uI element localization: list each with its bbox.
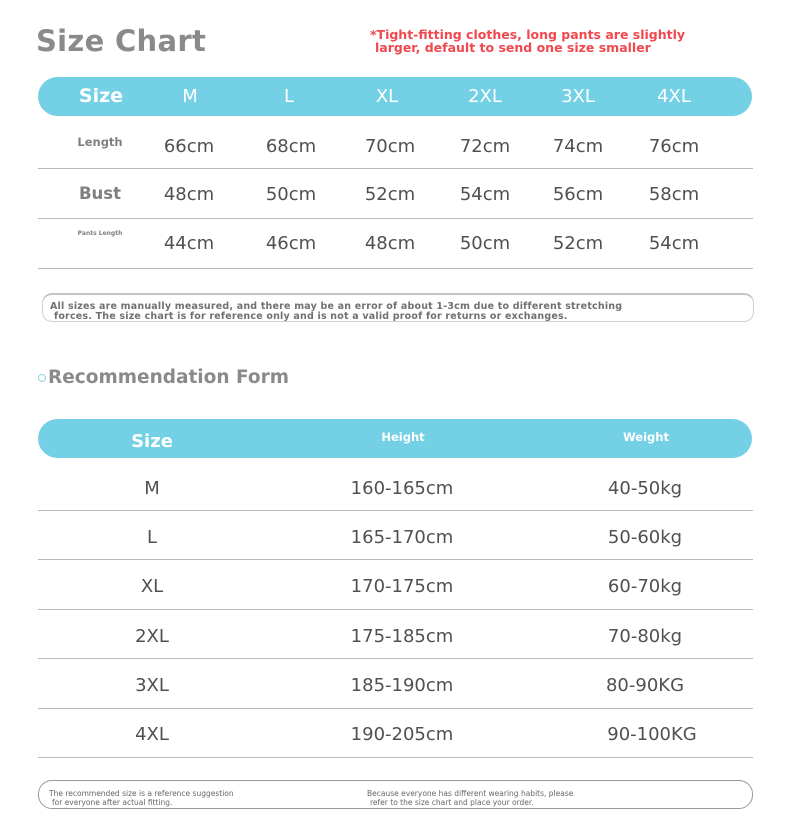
footer-left-line-2: for everyone after actual fitting. (52, 798, 173, 807)
disclaimer-text (50, 302, 622, 322)
footer-right-line-2: refer to the size chart and place your order. (370, 798, 534, 807)
table-row (38, 709, 753, 758)
length-l: 68cm (265, 136, 317, 157)
table-row (38, 511, 753, 560)
rec-header-size: Size (131, 431, 173, 452)
length-m: 66cm (163, 136, 215, 157)
pants-length-l: 46cm (265, 233, 317, 254)
table-row (38, 119, 753, 169)
pants-length-2xl: 50cm (459, 233, 511, 254)
rec-header-height: Height (381, 430, 425, 444)
disclaimer-line-1: All sizes are manually measured, and there may be an error of about 1-3cm due to different stretching (50, 301, 623, 312)
fit-note (370, 28, 760, 54)
footer-left-line-1: The recommended size is a reference suggestion (49, 789, 234, 798)
size-header-3xl: 3XL (561, 86, 595, 107)
size-header-m: M (182, 86, 198, 107)
rec-weight-2xl: 70-80kg (607, 626, 683, 647)
bullet-circle-icon (38, 374, 46, 382)
rec-height-4xl: 190-205cm (350, 724, 454, 745)
rec-weight-xl: 60-70kg (607, 576, 683, 597)
rec-size-4xl: 4XL (135, 724, 169, 745)
fit-note-line-2: larger, default to send one size smaller (375, 40, 651, 55)
table-row (38, 219, 753, 269)
rec-height-2xl: 175-185cm (350, 626, 454, 647)
table-row (38, 169, 753, 219)
row-label-length: Length (77, 135, 123, 149)
recommendation-footer-note (38, 780, 753, 809)
length-4xl: 76cm (648, 136, 700, 157)
fit-note-line-1: *Tight-fitting clothes, long pants are slightly (370, 27, 686, 42)
size-header-4xl: 4XL (657, 86, 691, 107)
row-label-pants-length: Pants Length (77, 230, 123, 237)
bust-m: 48cm (163, 184, 215, 205)
footer-note-left (49, 789, 234, 807)
rec-size-xl: XL (140, 576, 164, 597)
rec-size-l: L (146, 527, 158, 548)
table-row (38, 610, 753, 659)
recommendation-title: Recommendation Form (48, 367, 289, 388)
length-2xl: 72cm (459, 136, 511, 157)
pants-length-m: 44cm (163, 233, 215, 254)
row-label-bust: Bust (78, 184, 122, 203)
table-row (38, 659, 753, 709)
rec-size-m: M (144, 478, 160, 499)
bust-2xl: 54cm (459, 184, 511, 205)
rec-size-3xl: 3XL (135, 675, 169, 696)
length-3xl: 74cm (552, 136, 604, 157)
rec-weight-m: 40-50kg (607, 478, 683, 499)
size-header-label: Size (78, 85, 124, 107)
footer-right-line-1: Because everyone has different wearing habits, please (367, 789, 574, 798)
rec-height-l: 165-170cm (350, 527, 454, 548)
size-header-xl: XL (375, 86, 399, 107)
pants-length-xl: 48cm (364, 233, 416, 254)
rec-height-xl: 170-175cm (350, 576, 454, 597)
rec-weight-3xl: 80-90KG (605, 675, 685, 696)
size-header-2xl: 2XL (468, 86, 502, 107)
table-row (38, 462, 753, 511)
footer-note-right (367, 789, 573, 807)
table-row (38, 560, 753, 610)
rec-weight-l: 50-60kg (607, 527, 683, 548)
pants-length-3xl: 52cm (552, 233, 604, 254)
measurement-disclaimer (42, 293, 754, 322)
disclaimer-line-2: forces. The size chart is for reference only and is not a valid proof for returns or exchanges. (54, 311, 568, 322)
size-header-l: L (283, 86, 295, 107)
bust-4xl: 58cm (648, 184, 700, 205)
size-chart-title: Size Chart (36, 24, 207, 58)
rec-weight-4xl: 90-100KG (607, 724, 697, 745)
rec-height-m: 160-165cm (350, 478, 454, 499)
rec-size-2xl: 2XL (135, 626, 169, 647)
pants-length-4xl: 54cm (648, 233, 700, 254)
rec-height-3xl: 185-190cm (350, 675, 454, 696)
bust-xl: 52cm (364, 184, 416, 205)
length-xl: 70cm (364, 136, 416, 157)
bust-3xl: 56cm (552, 184, 604, 205)
bust-l: 50cm (265, 184, 317, 205)
recommendation-header (38, 419, 752, 458)
rec-header-weight: Weight (623, 430, 669, 444)
size-chart-header (38, 77, 752, 116)
